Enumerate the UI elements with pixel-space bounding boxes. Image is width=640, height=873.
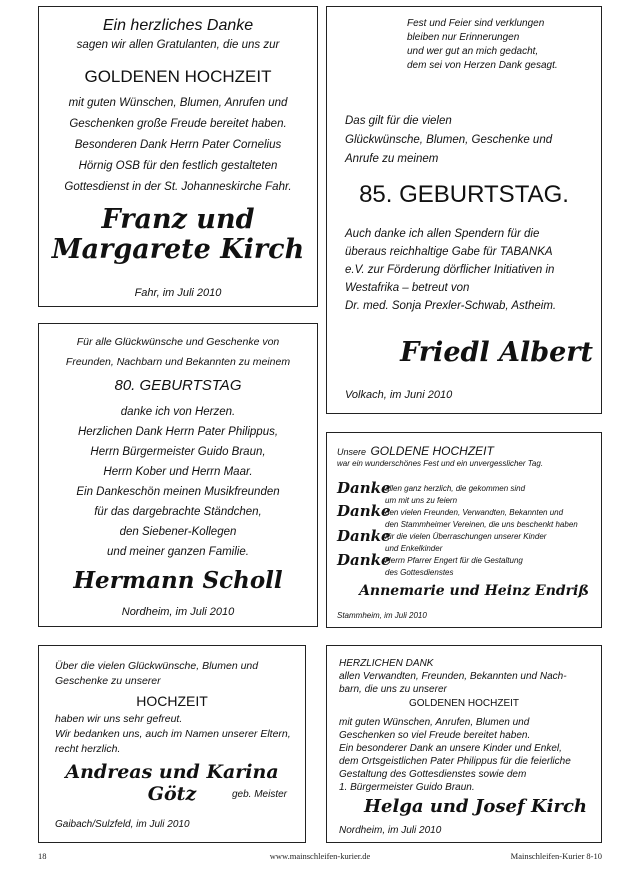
ad1-headline: GOLDENEN HOCHZEIT	[84, 67, 272, 86]
ad6-place-date: Nordheim, im Juli 2010	[339, 825, 442, 836]
ad3-body-line: Ein Dankeschön meinen Musikfreunden	[76, 486, 280, 498]
ad2-place-date: Volkach, im Juni 2010	[345, 389, 453, 401]
ad4-line: um mit uns zu feiern	[385, 496, 458, 505]
ad6-intro-line: barn, die uns zu unserer	[339, 684, 447, 695]
page-number: 18	[38, 851, 47, 861]
ad4-signature: Annemarie und Heinz Endriß	[359, 583, 589, 599]
ad2-headline: 85. GEBURTSTAG.	[359, 181, 569, 208]
ad6-body	[339, 716, 571, 794]
ad1-body-line: Gottesdienst in der St. Johanneskirche Fahr.	[64, 181, 292, 193]
ad3-intro-line: Freunden, Nachbarn und Bekannten zu meinem	[65, 356, 291, 368]
ad1-place-date: Fahr, im Juli 2010	[134, 287, 222, 299]
ad3-place-date: Nordheim, im Juli 2010	[121, 606, 235, 618]
ad5-intro	[55, 659, 258, 689]
ad2-body-line: e.V. zur Förderung dörflicher Initiativen in	[345, 264, 555, 276]
ad5-intro-line: Über die vielen Glückwünsche, Blumen und	[55, 660, 259, 672]
ad6-intro-line: allen Verwandten, Freunden, Bekannten und Nach-	[339, 671, 567, 682]
ad2-intro	[345, 112, 552, 169]
ad4-line: und Enkelkinder	[385, 544, 443, 553]
ad4-danke-3: Danke	[337, 527, 391, 545]
ad4-group-4	[385, 555, 523, 579]
ad4-headline: GOLDENE HOCHZEIT	[370, 444, 494, 458]
ad4-line: des Gottesdienstes	[385, 568, 454, 577]
ad3-headline: 80. GEBURTSTAG	[114, 377, 242, 394]
ad6-intro-line: HERZLICHEN DANK	[339, 658, 434, 669]
ad3-body	[39, 402, 317, 562]
ad4-line: für die vielen Überraschungen unserer Kinder	[385, 532, 547, 541]
ad6-body-line: 1. Bürgermeister Guido Braun.	[339, 782, 475, 793]
ad1-body	[39, 93, 317, 198]
ad4-place-date: Stammheim, im Juli 2010	[337, 611, 427, 620]
ad6-intro	[339, 657, 567, 696]
footer-issue: Mainschleifen-Kurier 8-10	[510, 851, 602, 861]
ad2-body-line: Westafrika – betreut von	[345, 282, 470, 294]
ad1-greeting: Ein herzliches Danke	[102, 17, 254, 34]
ad2-poem-line: Fest und Feier sind verklungen	[407, 18, 545, 29]
ad5-intro-line: Geschenke zu unserer	[55, 675, 161, 687]
ad6-body-line: Geschenken so viel Freude bereitet haben.	[339, 730, 531, 741]
ad3-body-line: Herzlichen Dank Herrn Pater Philippus,	[77, 426, 279, 438]
ad1-body-line: Besonderen Dank Herrn Pater Cornelius	[74, 139, 282, 151]
ad1-body-line: Hörnig OSB für den festlich gestalteten	[78, 160, 278, 172]
ad3-body-line: für das dargebrachte Ständchen,	[94, 506, 262, 518]
ad2-body-line: Dr. med. Sonja Prexler-Schwab, Astheim.	[345, 300, 557, 312]
ad5-body-line: haben wir uns sehr gefreut.	[55, 713, 183, 725]
ad3-body-line: und meiner ganzen Familie.	[107, 546, 249, 558]
ad1-subline: sagen wir allen Gratulanten, die uns zur	[76, 39, 280, 51]
ad5-place-date: Gaibach/Sulzfeld, im Juli 2010	[55, 819, 190, 830]
ad1-signature-line: Franz und	[101, 204, 255, 235]
ad3-body-line: danke ich von Herzen.	[120, 406, 236, 418]
ad4-line: Herrn Pfarrer Engert für die Gestaltung	[385, 556, 523, 565]
ad-golden-wedding-endriss	[326, 432, 602, 628]
ad2-body	[345, 225, 556, 315]
ad6-body-line: Gestaltung des Gottesdienstes sowie dem	[339, 769, 527, 780]
ad5-body	[55, 712, 291, 757]
ad3-body-line: Herrn Kober und Herrn Maar.	[103, 466, 253, 478]
ad2-body-line: Auch danke ich allen Spendern für die	[345, 228, 540, 240]
ad4-pre: Unsere	[337, 447, 367, 457]
ad4-group-1	[385, 483, 525, 507]
footer-website: www.mainschleifen-kurier.de	[269, 851, 371, 861]
ad2-intro-line: Glückwünsche, Blumen, Geschenke und	[345, 134, 553, 146]
ad4-title	[337, 442, 494, 460]
ad1-signature-line: Margarete Kirch	[51, 234, 305, 265]
ad2-intro-line: Das gilt für die vielen	[345, 115, 452, 127]
ad3-signature: Hermann Scholl	[73, 567, 283, 594]
ad6-body-line: Ein besonderer Dank an unsere Kinder und Enkel,	[339, 743, 562, 754]
ad1-signature	[39, 205, 317, 265]
ad4-group-2	[385, 507, 578, 531]
ad2-poem-line: bleiben nur Erinnerungen	[407, 32, 520, 43]
ad5-body-line: recht herzlich.	[55, 743, 121, 755]
ad3-body-line: den Siebener-Kollegen	[119, 526, 237, 538]
ad-golden-wedding-helga-josef	[326, 645, 602, 843]
ad2-body-line: überaus reichhaltige Gabe für TABANKA	[345, 246, 553, 258]
ad5-signature: Andreas und Karina Götz	[65, 761, 279, 805]
ad2-poem-line: dem sei von Herzen Dank gesagt.	[407, 60, 558, 71]
ad2-poem	[407, 17, 558, 73]
ad5-headline: HOCHZEIT	[136, 693, 208, 709]
ad6-body-line: mit guten Wünschen, Anrufen, Blumen und	[339, 717, 530, 728]
ad-wedding-goetz	[38, 645, 306, 843]
ad4-line: den Stammheimer Vereinen, die uns beschenkt haben	[385, 520, 578, 529]
ad5-maiden-name: geb. Meister	[231, 789, 287, 800]
ad4-group-3	[385, 531, 546, 555]
ad-birthday-albert	[326, 6, 602, 414]
ad3-body-line: Herrn Bürgermeister Guido Braun,	[90, 446, 266, 458]
ad6-signature: Helga und Josef Kirch	[364, 796, 587, 817]
ad4-danke-2: Danke	[337, 502, 391, 520]
ad-birthday-scholl	[38, 323, 318, 627]
ad3-intro-line: Für alle Glückwünsche und Geschenke von	[76, 336, 280, 348]
ad4-subline: war ein wunderschönes Fest und ein unvergesslicher Tag.	[337, 459, 544, 468]
ad6-headline: GOLDENEN HOCHZEIT	[408, 698, 519, 709]
ad-golden-wedding-kirch	[38, 6, 318, 307]
ad4-line: allen ganz herzlich, die gekommen sind	[385, 484, 526, 493]
ad5-body-line: Wir bedanken uns, auch im Namen unserer Eltern,	[55, 728, 291, 740]
ad3-intro	[39, 332, 317, 372]
ad1-body-line: mit guten Wünschen, Blumen, Anrufen und	[68, 97, 288, 109]
ad2-signature: Friedl Albert	[400, 337, 593, 368]
ad4-danke-1: Danke	[337, 479, 391, 497]
ad2-intro-line: Anrufe zu meinem	[345, 153, 439, 165]
ad4-line: den vielen Freunden, Verwandten, Bekannten und	[385, 508, 564, 517]
ad2-poem-line: und wer gut an mich gedacht,	[407, 46, 539, 57]
ad1-body-line: Geschenken große Freude bereitet haben.	[69, 118, 287, 130]
ad6-body-line: dem Ortsgeistlichen Pater Philippus für die feierliche	[339, 756, 571, 767]
ad4-danke-4: Danke	[337, 551, 391, 569]
